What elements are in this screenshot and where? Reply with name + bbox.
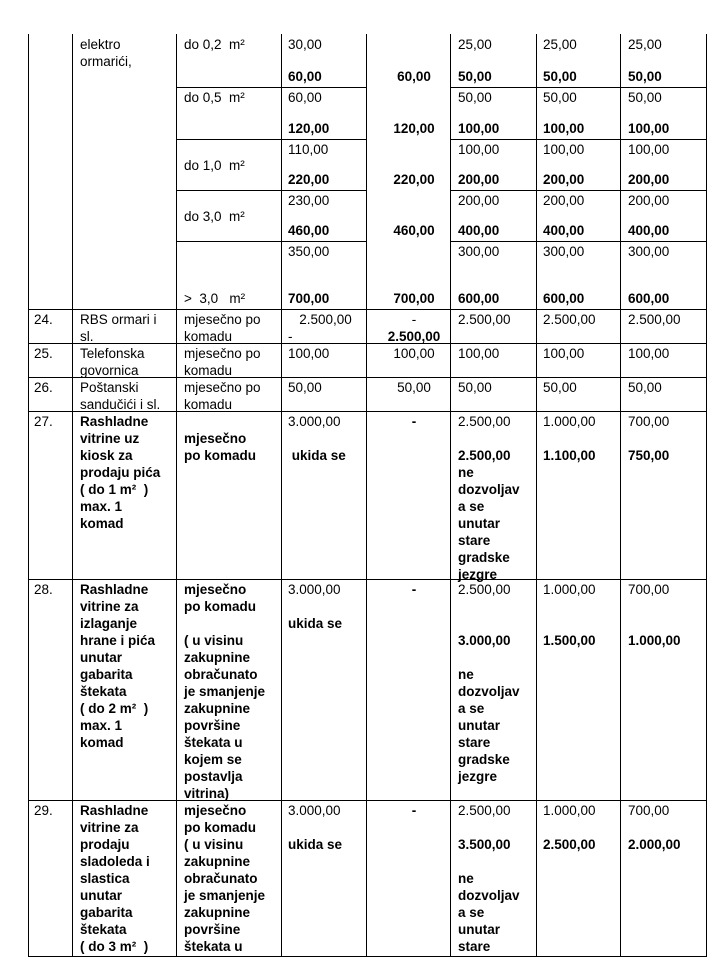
sub-row-rule xyxy=(176,190,367,191)
row-desc: sl. xyxy=(80,329,94,344)
price-total: 460,00 xyxy=(288,223,330,238)
row-number: 27. xyxy=(34,414,53,429)
price-value: 200,00 xyxy=(543,193,585,208)
price-value: - xyxy=(288,329,293,344)
row-desc: govornica xyxy=(80,363,139,378)
price-total: 200,00 xyxy=(458,172,500,187)
row-desc: Telefonska xyxy=(80,346,145,361)
unit-label: mjesečno xyxy=(184,803,247,818)
price-total: 60,00 xyxy=(397,69,431,84)
price-value: 300,00 xyxy=(458,244,500,259)
unit-label: kojem se xyxy=(184,752,242,767)
unit-label: do 1,0 m² xyxy=(184,158,245,173)
price-value: 25,00 xyxy=(543,37,577,52)
row-desc: Rashladne xyxy=(80,803,149,818)
price-total: 700,00 xyxy=(288,291,330,306)
price-value: unutar xyxy=(458,718,500,733)
sub-row-rule xyxy=(176,241,367,242)
col-rule xyxy=(366,34,367,956)
unit-label: vitrina) xyxy=(184,786,230,801)
price-value: 2.500,00 xyxy=(543,837,596,852)
price-value: 2.500,00 xyxy=(458,803,511,818)
row-desc: Rashladne xyxy=(80,414,149,429)
price-value: - xyxy=(411,582,417,597)
row-desc: hrane i pića xyxy=(80,633,156,648)
price-value: 1.000,00 xyxy=(543,414,596,429)
row-desc: gabarita xyxy=(80,905,133,920)
price-value: 100,00 xyxy=(458,346,500,361)
price-value: 2.500,00 xyxy=(543,312,596,327)
price-value: 50,00 xyxy=(628,380,662,395)
row-desc: vitrine za xyxy=(80,599,139,614)
row-desc: Poštanski xyxy=(80,380,139,395)
row-rule xyxy=(28,579,707,580)
price-value: 100,00 xyxy=(628,142,670,157)
price-value: 200,00 xyxy=(628,193,670,208)
price-value: 2.500,00 xyxy=(458,414,511,429)
unit-label: mjesečno po xyxy=(184,312,261,327)
row-desc: štekata xyxy=(80,684,127,699)
price-value: 25,00 xyxy=(628,37,662,52)
unit-label: je smanjenje xyxy=(184,684,266,699)
price-total: 600,00 xyxy=(543,291,585,306)
unit-label: ( u visinu xyxy=(184,633,244,648)
row-desc: ormarići, xyxy=(80,54,132,69)
row-rule xyxy=(28,343,707,344)
price-total: 600,00 xyxy=(628,291,670,306)
price-total: 100,00 xyxy=(458,121,500,136)
row-desc: vitrine uz xyxy=(80,431,140,446)
price-value: jezgre xyxy=(458,567,498,582)
price-value: 25,00 xyxy=(458,37,492,52)
row-desc: prodaju xyxy=(80,837,130,852)
price-value: ne xyxy=(458,871,474,886)
row-desc: prodaju pića xyxy=(80,465,161,480)
price-value: 3.000,00 xyxy=(288,803,341,818)
row-desc: sladoleda i xyxy=(80,854,150,869)
price-total: 400,00 xyxy=(543,223,585,238)
price-total: 400,00 xyxy=(628,223,670,238)
col-rule xyxy=(176,34,177,956)
price-value: 50,00 xyxy=(543,380,577,395)
price-value: 3.000,00 xyxy=(458,633,511,648)
price-value: 2.500,00 xyxy=(458,448,511,463)
sub-row-rule xyxy=(450,139,707,140)
unit-label: mjesečno xyxy=(184,582,247,597)
price-total: 50,00 xyxy=(458,69,492,84)
price-value: ne xyxy=(458,667,474,682)
price-value: 100,00 xyxy=(458,142,500,157)
price-value: unutar xyxy=(458,922,500,937)
price-value: 2.500,00 xyxy=(628,312,681,327)
price-value: 1.100,00 xyxy=(543,448,596,463)
price-total: 50,00 xyxy=(628,69,662,84)
price-total: 60,00 xyxy=(288,69,322,84)
price-table xyxy=(28,34,706,956)
row-desc: RBS ormari i xyxy=(80,312,157,327)
price-value: 2.000,00 xyxy=(628,837,681,852)
price-value: 700,00 xyxy=(628,582,670,597)
price-total: 700,00 xyxy=(393,291,435,306)
price-value: 2.500,00 xyxy=(288,312,352,327)
price-value: 3.000,00 xyxy=(288,582,341,597)
unit-label: zakupnine xyxy=(184,650,251,665)
unit-label: mjesečno xyxy=(184,431,247,446)
row-desc: gabarita xyxy=(80,667,133,682)
unit-label: postavlja xyxy=(184,769,243,784)
sub-row-rule xyxy=(450,87,707,88)
table-border-right xyxy=(706,34,707,956)
price-value: 100,00 xyxy=(393,346,435,361)
price-value: stare xyxy=(458,939,491,954)
unit-label: štekata u xyxy=(184,939,243,954)
price-total: 120,00 xyxy=(288,121,330,136)
col-rule xyxy=(281,34,282,956)
row-desc: max. 1 xyxy=(80,499,123,514)
unit-label: površine xyxy=(184,922,241,937)
unit-label: obračunato xyxy=(184,871,258,886)
unit-label: do 0,5 m² xyxy=(184,90,245,105)
price-value: 50,00 xyxy=(397,380,431,395)
price-value: a se xyxy=(458,905,485,920)
table-border-bottom xyxy=(28,956,707,957)
price-value: 100,00 xyxy=(543,346,585,361)
price-total: 400,00 xyxy=(458,223,500,238)
price-value: 50,00 xyxy=(458,380,492,395)
row-desc: sandučići i sl. xyxy=(80,397,161,412)
row-number: 28. xyxy=(34,582,53,597)
price-total: 200,00 xyxy=(543,172,585,187)
price-value: 30,00 xyxy=(288,37,322,52)
price-value: unutar xyxy=(458,516,500,531)
price-value: 1.000,00 xyxy=(543,803,596,818)
price-value: a se xyxy=(458,499,485,514)
price-value: 2.500,00 xyxy=(387,329,441,344)
unit-label: po komadu xyxy=(184,820,257,835)
price-total: 120,00 xyxy=(393,121,435,136)
row-rule xyxy=(28,309,707,310)
price-value: ukida se xyxy=(288,448,346,463)
row-desc: kiosk za xyxy=(80,448,133,463)
price-value: 50,00 xyxy=(458,90,492,105)
row-desc: ( do 2 m² ) xyxy=(80,701,149,716)
sub-row-rule xyxy=(176,139,367,140)
price-value: 1.000,00 xyxy=(543,582,596,597)
unit-label: do 0,2 m² xyxy=(184,37,245,52)
price-value: 110,00 xyxy=(288,142,329,157)
price-value: 350,00 xyxy=(288,244,330,259)
price-value: 100,00 xyxy=(288,346,330,361)
row-number: 25. xyxy=(34,346,53,361)
row-desc: slastica xyxy=(80,871,130,886)
price-value: 2.500,00 xyxy=(458,582,511,597)
unit-label: po komadu xyxy=(184,599,257,614)
price-value: - xyxy=(411,312,417,327)
row-desc: Rashladne xyxy=(80,582,149,597)
col-rule xyxy=(620,34,621,956)
price-value: ukida se xyxy=(288,616,343,631)
price-total: 460,00 xyxy=(393,223,435,238)
price-total: 100,00 xyxy=(543,121,585,136)
row-number: 24. xyxy=(34,312,53,327)
price-value: dozvoljav xyxy=(458,888,520,903)
sub-row-rule xyxy=(450,190,707,191)
price-value: 100,00 xyxy=(628,346,670,361)
price-value: 700,00 xyxy=(628,414,670,429)
price-value: - xyxy=(411,414,417,429)
price-value: stare xyxy=(458,735,491,750)
price-value: ne xyxy=(458,465,474,480)
price-value: 50,00 xyxy=(543,90,577,105)
row-desc: izlaganje xyxy=(80,616,138,631)
row-desc: elektro xyxy=(80,37,121,52)
unit-label: komadu xyxy=(184,329,233,344)
price-total: 220,00 xyxy=(393,172,435,187)
price-value: gradske xyxy=(458,550,510,565)
price-value: 700,00 xyxy=(628,803,670,818)
price-value: 750,00 xyxy=(628,448,670,463)
price-value: 100,00 xyxy=(543,142,585,157)
row-desc: ( do 3 m² ) xyxy=(80,939,149,954)
row-rule xyxy=(28,800,707,801)
row-desc: komad xyxy=(80,735,124,750)
price-value: - xyxy=(411,803,417,818)
col-rule xyxy=(536,34,537,956)
price-value: ukida se xyxy=(288,837,343,852)
unit-label: > 3,0 m² xyxy=(184,291,246,306)
unit-label: štekata u xyxy=(184,735,243,750)
row-desc: komad xyxy=(80,516,124,531)
price-value: 300,00 xyxy=(628,244,670,259)
price-value: 300,00 xyxy=(543,244,585,259)
unit-label: mjesečno po xyxy=(184,346,261,361)
row-number: 26. xyxy=(34,380,53,395)
price-value: stare xyxy=(458,533,491,548)
unit-label: do 3,0 m² xyxy=(184,209,245,224)
unit-label: zakupnine xyxy=(184,854,251,869)
unit-label: ( u visinu xyxy=(184,837,244,852)
row-desc: unutar xyxy=(80,650,122,665)
price-value: 230,00 xyxy=(288,193,330,208)
price-value: 1.500,00 xyxy=(543,633,596,648)
price-value: 60,00 xyxy=(288,90,322,105)
row-number: 29. xyxy=(34,803,53,818)
price-value: 1.000,00 xyxy=(628,633,681,648)
unit-label: mjesečno po xyxy=(184,380,261,395)
unit-label: je smanjenje xyxy=(184,888,266,903)
price-value: 200,00 xyxy=(458,193,500,208)
row-desc: max. 1 xyxy=(80,718,123,733)
col-rule xyxy=(72,34,73,956)
price-value: 3.000,00 xyxy=(288,414,341,429)
price-value: 3.500,00 xyxy=(458,837,511,852)
table-border-left xyxy=(28,34,29,956)
unit-label: komadu xyxy=(184,363,233,378)
row-desc: vitrine za xyxy=(80,820,139,835)
row-desc: ( do 1 m² ) xyxy=(80,482,149,497)
price-total: 200,00 xyxy=(628,172,670,187)
sub-row-rule xyxy=(450,241,707,242)
unit-label: komadu xyxy=(184,397,233,412)
price-value: a se xyxy=(458,701,485,716)
unit-label: površine xyxy=(184,718,241,733)
price-value: jezgre xyxy=(458,769,498,784)
unit-label: obračunato xyxy=(184,667,258,682)
price-value: 50,00 xyxy=(288,380,322,395)
price-value: 2.500,00 xyxy=(458,312,511,327)
row-desc: štekata xyxy=(80,922,127,937)
price-value: 50,00 xyxy=(628,90,662,105)
price-total: 100,00 xyxy=(628,121,670,136)
unit-label: po komadu xyxy=(184,448,257,463)
unit-label: zakupnine xyxy=(184,905,251,920)
price-value: dozvoljav xyxy=(458,482,520,497)
price-total: 50,00 xyxy=(543,69,577,84)
unit-label: zakupnine xyxy=(184,701,251,716)
price-total: 220,00 xyxy=(288,172,330,187)
row-desc: unutar xyxy=(80,888,122,903)
price-value: dozvoljav xyxy=(458,684,520,699)
sub-row-rule xyxy=(176,87,367,88)
price-total: 600,00 xyxy=(458,291,500,306)
price-value: gradske xyxy=(458,752,510,767)
